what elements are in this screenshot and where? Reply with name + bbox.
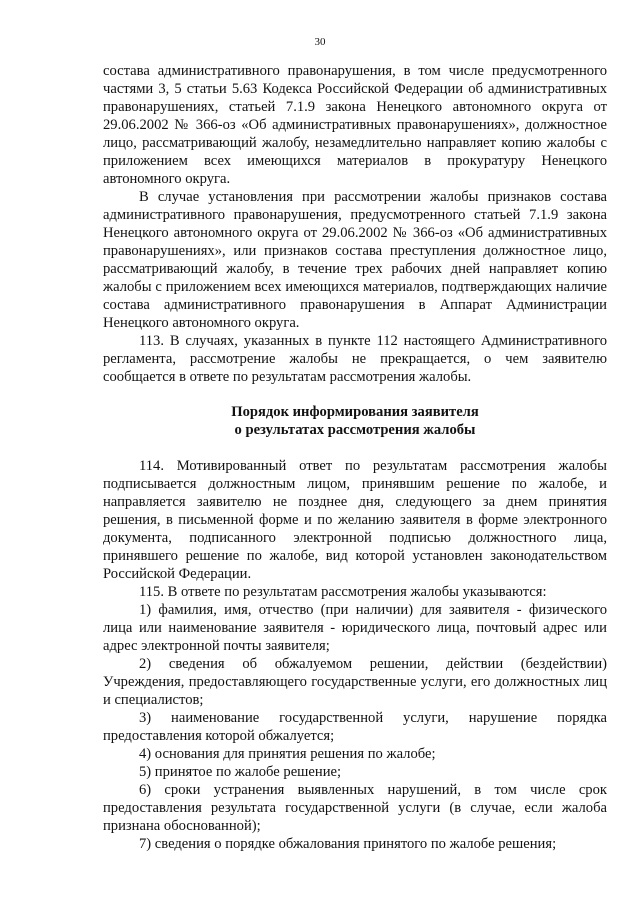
paragraph-113: 113. В случаях, указанных в пункте 112 настоящего Административного регламента, рассмотрение жалобы не прекращается, о чем заявителю сообщается в ответе по результатам рассмотрения жалобы. — [103, 333, 607, 385]
list-item-2: 2) сведения об обжалуемом решении, действии (бездействии) Учреждения, предоставляющего государственные услуги, его должностных лиц и специалистов; — [103, 656, 607, 708]
spacer — [103, 439, 607, 457]
paragraph-continuation: состава административного правонарушения, в том числе предусмотренного частями 3, 5 статьи 5.63 Кодекса Российской Федерации об административных правонарушениях, статьей 7.1.9 закона Ненецкого автономного округа от 29.06.2002 № 366-оз «Об административных правонарушениях», должностное лицо, рассматривающий жалобу, незамедлительно направляет копию жалобы с приложением всех имеющихся материалов в прокуратуру Ненецкого автономного округа. — [103, 63, 607, 187]
list-item-5: 5) принятое по жалобе решение; — [139, 764, 342, 780]
paragraph-115: 115. В ответе по результатам рассмотрения жалобы указываются: — [139, 584, 547, 600]
list-item-3: 3) наименование государственной услуги, нарушение порядка предоставления которой обжалуется; — [103, 710, 607, 744]
section-heading-line-1: Порядок информирования заявителя — [231, 404, 479, 420]
paragraph-prosecutor-referral: В случае установления при рассмотрении жалобы признаков состава административного правонарушения, предусмотренного статьей 7.1.9 закона Ненецкого автономного округа от 29.06.2002 № 366-оз «Об административных правонарушениях», или признаков состава преступления должностное лицо, рассматривающий жалобу, в течение трех рабочих дней направляет копию жалобы с приложением всех имеющихся материалов, подтверждающих наличие состава административного правонарушения в Аппарат Администрации Ненецкого автономного округа. — [103, 189, 607, 331]
section-heading-line-2: о результатах рассмотрения жалобы — [234, 422, 476, 438]
list-item-1: 1) фамилия, имя, отчество (при наличии) для заявителя - физического лица или наименование заявителя - юридического лица, почтовый адрес или адрес электронной почты заявителя; — [103, 602, 607, 654]
body-text — [103, 62, 607, 853]
spacer — [103, 386, 607, 403]
paragraph-114: 114. Мотивированный ответ по результатам рассмотрения жалобы подписывается должностным лицом, принявшим решение по жалобе, и направляется заявителю не позднее дня, следующего за днем принятия решения, в письменной форме и по желанию заявителя в форме электронного документа, подписанного электронной подписью должностного лица, принявшего решение по жалобе, вид которой установлен законодательством Российской Федерации. — [103, 458, 607, 582]
list-item-7: 7) сведения о порядке обжалования принятого по жалобе решения; — [139, 836, 557, 852]
list-item-6: 6) сроки устранения выявленных нарушений, в том числе срок предоставления результата государственной услуги (в случае, если жалоба признана обоснованной); — [103, 782, 607, 834]
list-item-4: 4) основания для принятия решения по жалобе; — [139, 746, 436, 762]
page-number: 30 — [314, 36, 326, 48]
